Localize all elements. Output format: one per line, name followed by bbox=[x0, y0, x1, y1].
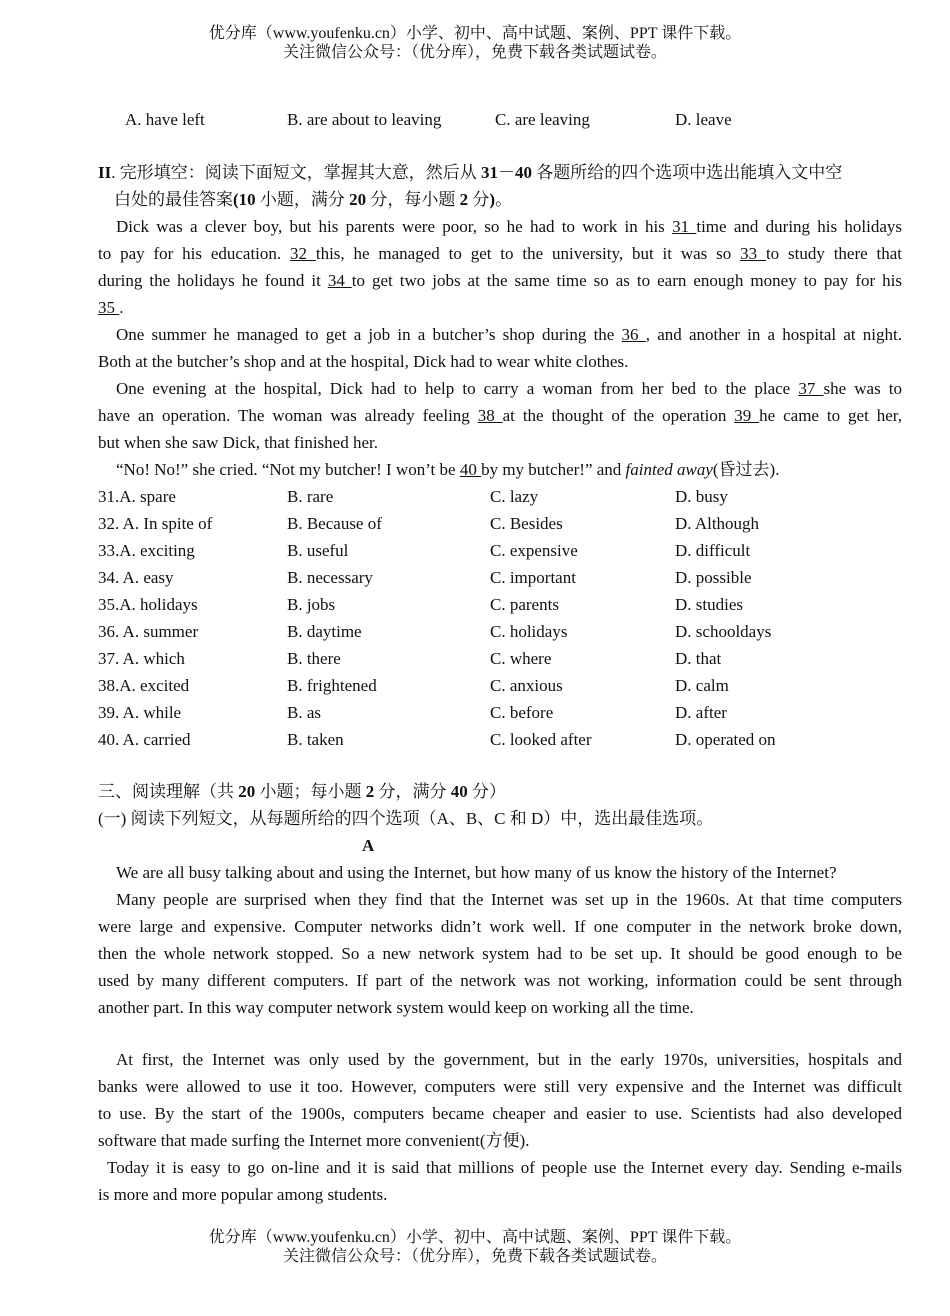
passage-line: have an operation. The woman was already feeling 38 at the thought of the operation 39 he came to get her, bbox=[98, 406, 902, 425]
option-d: D. possible bbox=[675, 568, 752, 587]
footer-line-1: 优分库（www.youfenku.cn）小学、初中、高中试题、案例、PPT 课件下载。 bbox=[208, 1229, 742, 1246]
passage-line: “No! No!” she cried. “Not my butcher! I won’t be 40 by my butcher!” and fainted away(昏过去). bbox=[116, 460, 780, 479]
option-c: C. lazy bbox=[490, 487, 539, 506]
reading-line: is more and more popular among students. bbox=[98, 1185, 388, 1204]
blank-32: 32 bbox=[290, 244, 316, 263]
reading-line: Today it is easy to go on-line and it is said that millions of people use the Internet every day. Sending e-mails bbox=[107, 1158, 902, 1177]
section3-subheading: (一) 阅读下列短文，从每题所给的四个选项（A、B、C 和 D）中，选出最佳选项。 bbox=[98, 809, 714, 828]
option-c: C. Besides bbox=[490, 514, 563, 533]
passage-line: 35 . bbox=[98, 298, 124, 317]
passage-line: during the holidays he found it 34 to get two jobs at the same time so as to earn enough money to pay for his bbox=[98, 271, 902, 290]
blank-36: 36 bbox=[621, 325, 646, 344]
option-d: D. that bbox=[675, 649, 722, 668]
option-c: C. expensive bbox=[490, 541, 578, 560]
reading-line: Many people are surprised when they find that the Internet was set up in the 1960s. At that time computers bbox=[116, 890, 902, 909]
option-c: C. holidays bbox=[490, 622, 568, 641]
top-option-c: C. are leaving bbox=[495, 110, 590, 129]
option-a: 31.A. spare bbox=[98, 487, 176, 506]
option-b: B. useful bbox=[287, 541, 349, 560]
section2-heading-line2: 白处的最佳答案(10 小题，满分 20 分，每小题 2 分)。 bbox=[114, 190, 513, 209]
blank-37: 37 bbox=[798, 379, 824, 398]
header-line-1: 优分库（www.youfenku.cn）小学、初中、高中试题、案例、PPT 课件下载。 bbox=[208, 25, 742, 42]
option-c: C. looked after bbox=[490, 730, 592, 749]
reading-line: to use. By the start of the 1900s, computers became cheaper and easier to use. Scientists had also developed bbox=[98, 1104, 902, 1123]
blank-39: 39 bbox=[734, 406, 760, 425]
blank-34: 34 bbox=[327, 271, 352, 290]
reading-line: banks were allowed to use it too. However, computers were still very expensive and the Internet was difficult bbox=[98, 1077, 902, 1096]
option-d: D. difficult bbox=[675, 541, 751, 560]
passage-line: One summer he managed to get a job in a butcher’s shop during the 36 , and another in a hospital at night. bbox=[116, 325, 902, 344]
reading-line: software that made surfing the Internet more convenient(方便). bbox=[98, 1131, 530, 1150]
section2-number: II bbox=[98, 163, 112, 182]
option-c: C. important bbox=[490, 568, 576, 587]
option-b: B. necessary bbox=[287, 568, 373, 587]
reading-line: were large and expensive. Computer networks didn’t work well. If one computer in the network broke down, bbox=[98, 917, 902, 936]
section3-heading: 三、阅读理解（共 20 小题；每小题 2 分，满分 40 分） bbox=[98, 782, 506, 801]
option-a: 35.A. holidays bbox=[98, 595, 198, 614]
option-a: 33.A. exciting bbox=[98, 541, 195, 560]
blank-38: 38 bbox=[477, 406, 503, 425]
passage-line: but when she saw Dick, that finished her. bbox=[98, 433, 378, 452]
page-header bbox=[0, 24, 950, 62]
footer-line-2: 关注微信公众号：（优分库），免费下载各类试题试卷。 bbox=[282, 1248, 667, 1265]
option-d: D. after bbox=[675, 703, 727, 722]
passage-line: Both at the butcher’s shop and at the hospital, Dick had to wear white clothes. bbox=[98, 352, 629, 371]
page-footer bbox=[0, 1228, 950, 1266]
option-c: C. anxious bbox=[490, 676, 563, 695]
reading-line: We are all busy talking about and using the Internet, but how many of us know the history of the Internet? bbox=[116, 863, 837, 882]
header-line-2: 关注微信公众号：（优分库），免费下载各类试题试卷。 bbox=[282, 44, 667, 61]
reading-line: used by many different computers. If part of the network was not working, information could be sent through bbox=[98, 971, 902, 990]
option-d: D. operated on bbox=[675, 730, 776, 749]
section2-heading-line1: II. 完形填空：阅读下面短文，掌握其大意，然后从 31－40 各题所给的四个选项中选出能填入文中空 bbox=[98, 163, 843, 182]
option-b: B. taken bbox=[287, 730, 344, 749]
option-b: B. rare bbox=[287, 487, 334, 506]
blank-31: 31 bbox=[672, 217, 697, 236]
option-b: B. there bbox=[287, 649, 341, 668]
option-d: D. studies bbox=[675, 595, 743, 614]
option-a: 39. A. while bbox=[98, 703, 182, 722]
option-a: 36. A. summer bbox=[98, 622, 199, 641]
option-d: D. calm bbox=[675, 676, 729, 695]
option-b: B. Because of bbox=[287, 514, 382, 533]
option-a: 34. A. easy bbox=[98, 568, 174, 587]
option-c: C. where bbox=[490, 649, 552, 668]
option-d: D. schooldays bbox=[675, 622, 772, 641]
option-a: 32. A. In spite of bbox=[98, 514, 213, 533]
option-b: B. frightened bbox=[287, 676, 377, 695]
option-d: D. Although bbox=[675, 514, 760, 533]
passage-label: A bbox=[362, 836, 375, 855]
option-a: 37. A. which bbox=[98, 649, 185, 668]
option-a: 38.A. excited bbox=[98, 676, 190, 695]
option-a: 40. A. carried bbox=[98, 730, 191, 749]
blank-33: 33 bbox=[740, 244, 766, 263]
option-c: C. before bbox=[490, 703, 554, 722]
top-option-d: D. leave bbox=[675, 110, 732, 129]
reading-line: At first, the Internet was only used by the government, but in the early 1970s, universities, hospitals and bbox=[116, 1050, 902, 1069]
passage-line: Dick was a clever boy, but his parents were poor, so he had to work in his 31 time and during his holidays bbox=[116, 217, 903, 236]
blank-35: 35 bbox=[98, 298, 120, 317]
option-d: D. busy bbox=[675, 487, 728, 506]
passage-line: One evening at the hospital, Dick had to help to carry a woman from her bed to the place 37 she was to bbox=[116, 379, 903, 398]
option-b: B. jobs bbox=[287, 595, 336, 614]
top-option-a: A. have left bbox=[125, 110, 205, 129]
top-option-b: B. are about to leaving bbox=[287, 110, 442, 129]
passage-line: to pay for his education. 32 this, he managed to get to the university, but it was so 33 to study there that bbox=[98, 244, 903, 263]
blank-40: 40 bbox=[459, 460, 482, 479]
reading-line: another part. In this way computer network system would keep on working all the time. bbox=[98, 998, 694, 1017]
option-b: B. daytime bbox=[287, 622, 362, 641]
option-b: B. as bbox=[287, 703, 321, 722]
reading-line: then the whole network stopped. So a new network system had to be set up. It should be good enough to be bbox=[98, 944, 902, 963]
option-c: C. parents bbox=[490, 595, 559, 614]
